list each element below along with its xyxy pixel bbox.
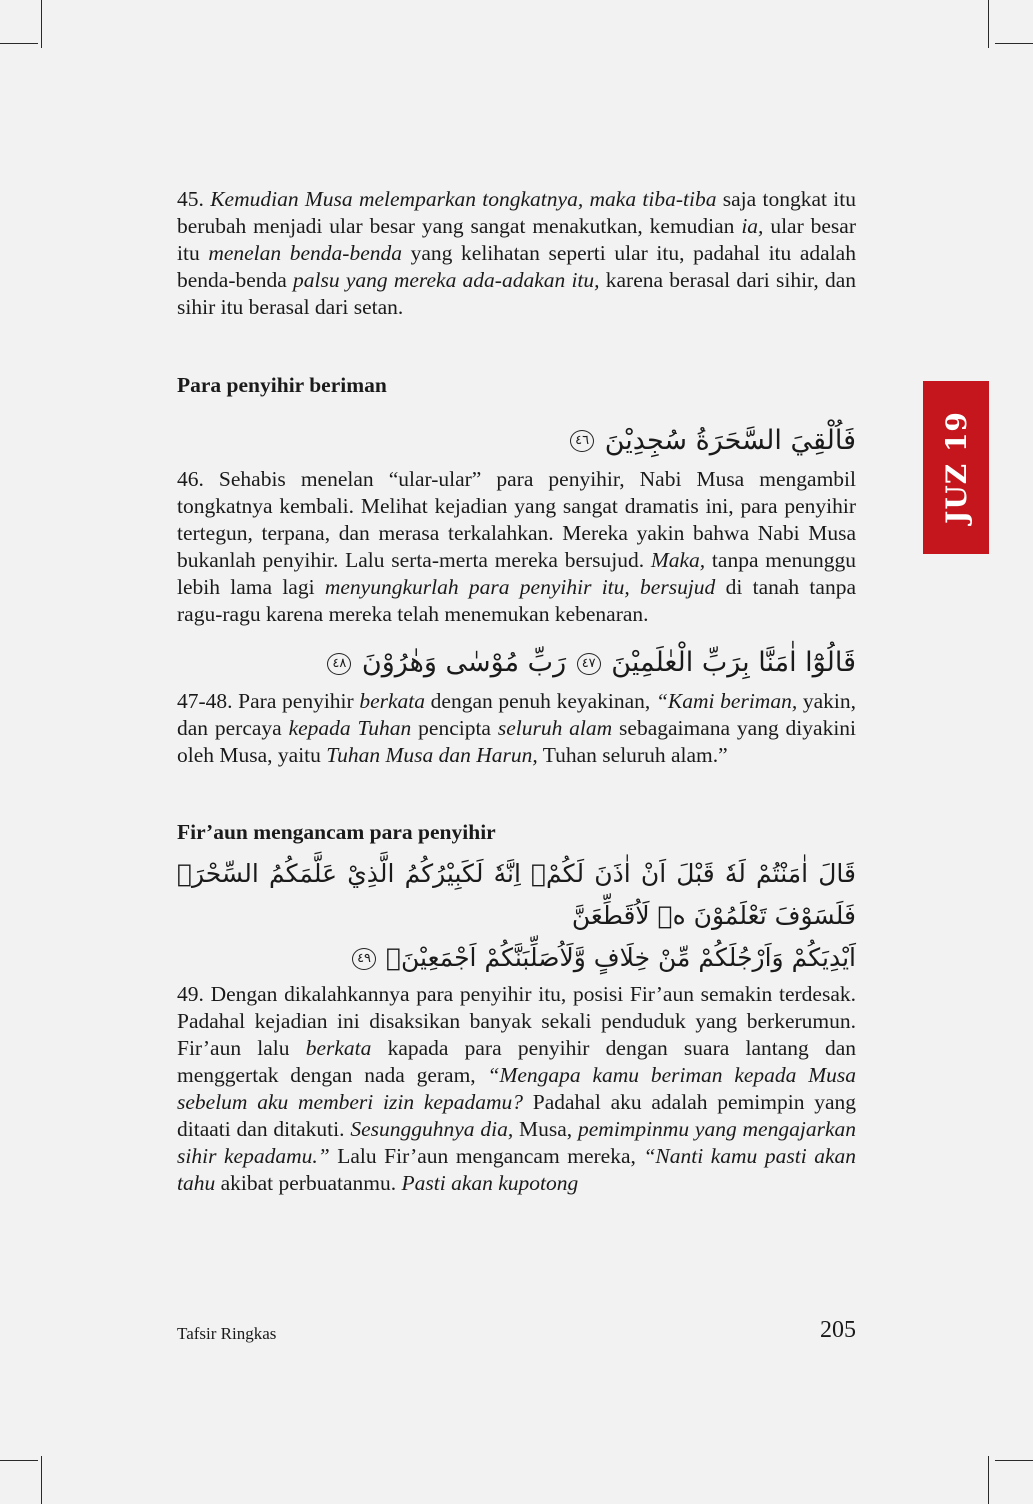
crop-mark: [41, 1456, 42, 1504]
crop-mark: [995, 43, 1033, 44]
verse-49-paragraph: 49. Dengan dikalahkannya para penyihir itu, posisi Fir’aun semakin terdesak. Padahal kejadian ini disaksikan banyak sekali penduduk yang berkerumun. Fir’aun lalu berkata kapada para penyihir dengan suara lantang dan menggertak dengan nada geram, “Mengapa kamu beriman kepada Musa sebelum aku memberi izin kepadamu? Padahal aku adalah pemimpin yang ditaati dan ditakuti. Sesungguhnya dia, Musa, pemimpinmu yang mengajarkan sihir kepadamu.” Lalu Fir’aun mengancam mereka, “Nanti kamu pasti akan tahu akibat perbuatanmu. Pasti akan kupotong: [177, 981, 857, 1196]
arabic-verse-46: فَاُلْقِيَ السَّحَرَةُ سُجِدِيْنَ ٤٦: [177, 420, 856, 462]
crop-mark: [0, 1460, 38, 1461]
ayah-number: ٤٩: [352, 948, 376, 970]
book-title: Tafsir Ringkas: [177, 1324, 277, 1343]
page-number: 205: [820, 1317, 856, 1343]
verse-45-paragraph: 45. Kemudian Musa melemparkan tongkatnya, maka tiba-tiba saja tongkat itu berubah menjadi ular besar yang sangat menakutkan, kemudian ia, ular besar itu menelan benda-benda yang kelihatan seperti ular itu, padahal itu adalah benda-benda palsu yang mereka ada-adakan itu, karena berasal dari sihir, dan sihir itu berasal dari setan.: [177, 187, 856, 320]
section-heading: Fir’aun mengancam para penyihir: [177, 820, 496, 845]
crop-mark: [988, 0, 989, 48]
ayah-number: ٤٧: [577, 653, 601, 675]
page-content: [177, 186, 856, 1197]
ayah-number: ٤٦: [570, 430, 594, 452]
verse-47-48-paragraph: 47-48. Para penyihir berkata dengan penuh keyakinan, “Kami beriman, yakin, dan percaya kepada Tuhan pencipta seluruh alam sebagaimana yang diyakini oleh Musa, yaitu Tuhan Musa dan Harun, Tuhan seluruh alam.”: [177, 689, 857, 768]
juz-label: JUZ 19: [939, 411, 973, 524]
crop-mark: [41, 0, 42, 48]
crop-mark: [988, 1456, 989, 1504]
juz-tab: [923, 381, 989, 554]
verse-46-paragraph: 46. Sehabis menelan “ular-ular” para penyihir, Nabi Musa mengambil tongkatnya kembali. Melihat kejadian yang sangat dramatis ini, para penyihir tertegun, terpana, dan merasa terkalahkan. Mereka yakin bahwa Nabi Musa bukanlah penyihir. Lalu serta-merta mereka bersujud. Maka, tanpa menunggu lebih lama lagi menyungkurlah para penyihir itu, bersujud di tanah tanpa ragu-ragu karena mereka telah menemukan kebenaran.: [177, 466, 856, 627]
crop-mark: [0, 43, 38, 44]
arabic-verse-49: قَالَ اٰمَنْتُمْ لَهٗ قَبْلَ اَنْ اٰذَنَ لَكُمْۚ اِنَّهٗ لَكَبِيْرُكُمُ الَّذِيْ عَلَّمَكُمُ السِّحْرَۚ فَلَسَوْفَ تَعْلَمُوْنَ ەۗ لَاُقَطِّعَنَّ اَيْدِيَكُمْ وَاَرْجُلَكُمْ مِّنْ خِلَافٍ وَّلَاُصَلِّبَنَّكُمْ اَجْمَعِيْنَۚ ٤٩: [177, 858, 856, 972]
ayah-number: ٤٨: [327, 653, 351, 675]
crop-mark: [995, 1460, 1033, 1461]
section-heading: Para penyihir beriman: [177, 373, 387, 398]
arabic-verse-47-48: قَالُوْٓا اٰمَنَّا بِرَبِّ الْعٰلَمِيْنَ ٤٧ رَبِّ مُوْسٰى وَهٰرُوْنَ ٤٨: [177, 642, 856, 684]
